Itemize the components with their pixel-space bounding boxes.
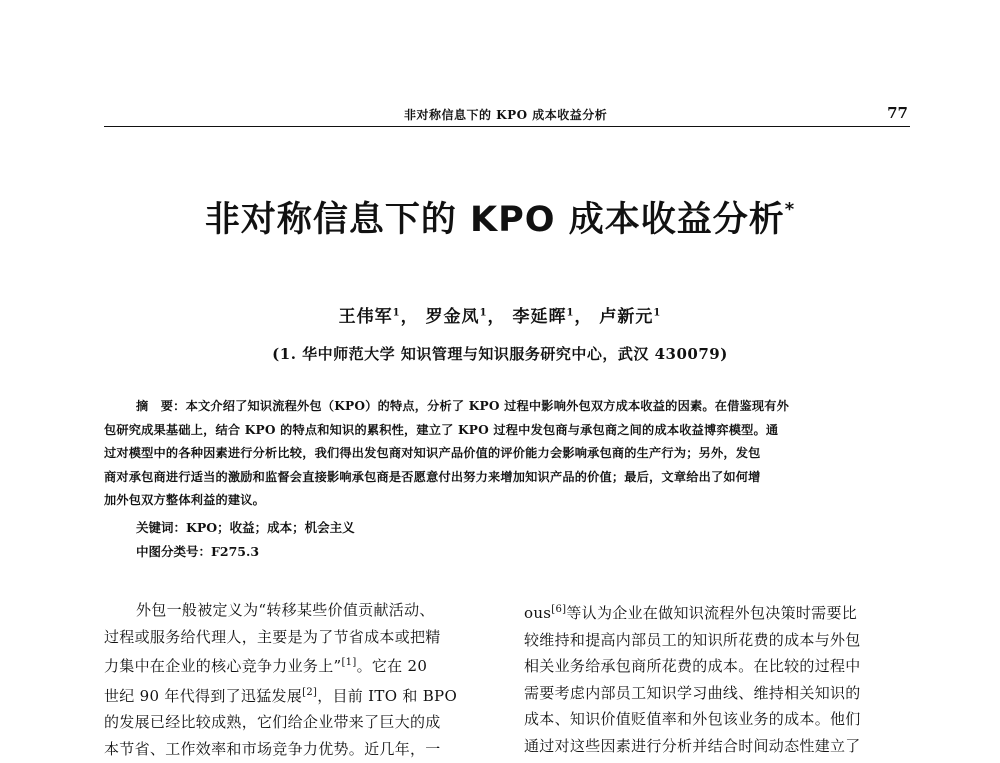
running-title: 非对称信息下的 KPO 成本收益分析 <box>404 108 608 122</box>
author-separator: ， <box>400 307 419 327</box>
citation: [6] <box>551 604 567 615</box>
citation: [1] <box>341 657 357 668</box>
abstract-line: 商对承包商进行适当的激励和监督会直接影响承包商是否愿意付出努力来增加知识产品的价值；最后，文章给出了如何增 <box>104 469 761 484</box>
author-affil-mark: 1 <box>653 307 662 319</box>
author-name: 王伟军 <box>338 307 393 327</box>
body-line-text: ，目前 ITO 和 BPO <box>317 686 458 705</box>
author-name: 李延晖 <box>512 307 567 327</box>
title-footnote-mark: * <box>784 199 796 220</box>
keywords-label: 关键词： <box>136 520 187 535</box>
classification-value: F275.3 <box>211 544 260 559</box>
citation: [2] <box>302 686 318 698</box>
body-line <box>524 597 909 627</box>
author-list <box>0 302 1000 327</box>
author-separator: ， <box>574 307 593 327</box>
body-line: 通过对这些因素进行分析并结合时间动态性建立了 <box>524 736 861 755</box>
body-line-text: ous <box>524 604 552 622</box>
classification-number <box>136 542 259 560</box>
classification-label: 中图分类号： <box>136 544 212 559</box>
body-line: 成本、知识价值贬值率和外包该业务的成本。他们 <box>524 710 861 728</box>
paper-title <box>0 192 1000 242</box>
abstract-line: 过对模型中的各种因素进行分析比较，我们得出发包商对知识产品价值的评价能力会影响承包商的生产行为；另外，发包 <box>104 446 761 460</box>
body-line: 过程或服务给代理人，主要是为了节省成本或把精 <box>104 627 441 646</box>
body-line: 外包一般被定义为“转移某些价值贡献活动、 <box>136 601 435 619</box>
page-number: 77 <box>887 104 908 122</box>
abstract-label: 摘 要： <box>136 399 186 413</box>
body-line: 的发展已经比较成熟，它们给企业带来了巨大的成 <box>104 713 441 731</box>
abstract-line: 包研究成果基础上，结合 KPO 的特点和知识的累积性，建立了 KPO 过程中发包商与承包商之间的成本收益博弈模型。通 <box>104 422 779 437</box>
paper-title-text: 非对称信息下的 KPO 成本收益分析 <box>204 200 785 240</box>
abstract-line: 加外包双方整体利益的建议。 <box>104 493 266 507</box>
body-line-text: 。它在 20 <box>356 657 428 675</box>
keywords <box>136 518 355 536</box>
body-line: 较维持和提高内部员工的知识所花费的成本与外包 <box>524 630 861 649</box>
body-line <box>104 680 489 710</box>
body-line: 相关业务给承包商所花费的成本。在比较的过程中 <box>524 657 861 675</box>
author-name: 罗金凤 <box>425 307 480 327</box>
body-column-left <box>104 597 489 762</box>
body-line-text: 等认为企业在做知识流程外包决策时需要比 <box>566 604 858 622</box>
body-line <box>104 650 489 680</box>
keywords-value: KPO；收益；成本；机会主义 <box>186 520 355 535</box>
abstract-line-text: 本文介绍了知识流程外包（KPO）的特点，分析了 KPO 过程中影响外包双方成本收益的因素。在借鉴现有外 <box>185 399 790 413</box>
author-affil-mark: 1 <box>392 307 401 319</box>
body-line-text: 世纪 90 年代得到了迅猛发展 <box>104 686 303 705</box>
abstract <box>104 395 910 513</box>
author-name: 卢新元 <box>599 307 654 327</box>
author-affil-mark: 1 <box>479 307 488 319</box>
body-line: 需要考虑内部员工知识学习曲线、维持相关知识的 <box>524 683 861 702</box>
author-separator: ， <box>487 307 506 327</box>
body-line-text: 力集中在企业的核心竞争力业务上” <box>104 657 342 675</box>
running-header <box>104 102 910 127</box>
body-column-right <box>524 597 909 759</box>
body-line: 本节省、工作效率和市场竞争力优势。近几年，一 <box>104 739 441 758</box>
author-affil-mark: 1 <box>566 307 575 319</box>
affiliation: (1. 华中师范大学 知识管理与知识服务研究中心，武汉 430079) <box>272 345 728 363</box>
abstract-line <box>104 395 910 419</box>
